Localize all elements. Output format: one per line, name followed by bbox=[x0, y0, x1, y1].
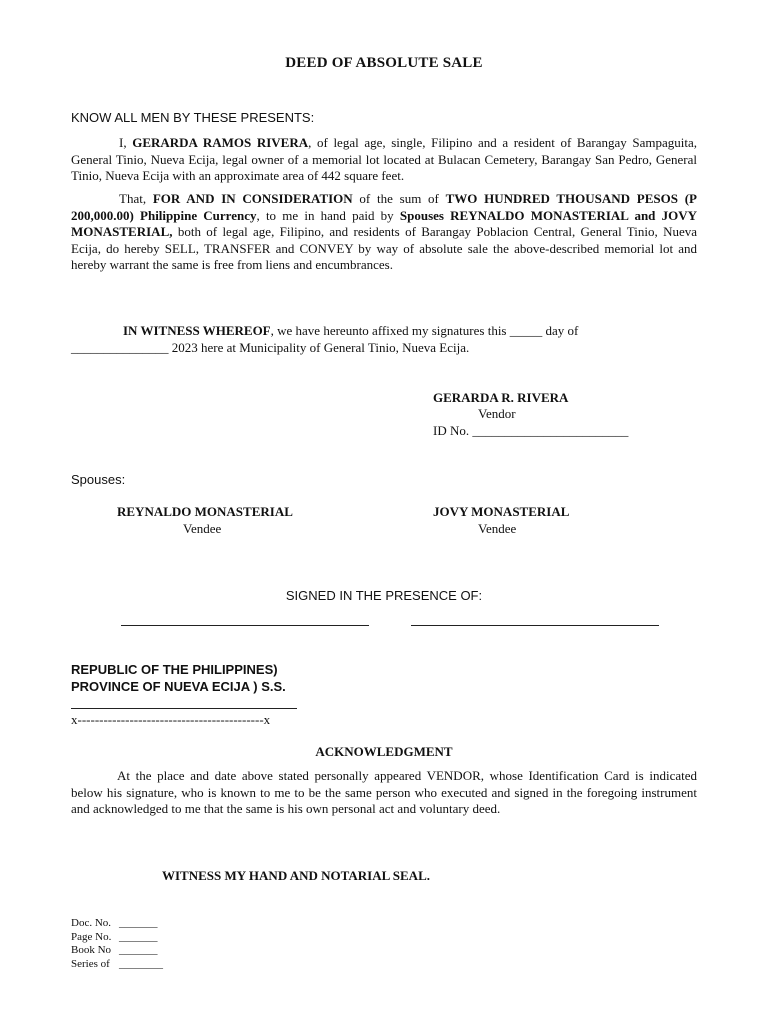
witness1-signature-line bbox=[121, 625, 369, 626]
republic-line: REPUBLIC OF THE PHILIPPINES) bbox=[71, 662, 278, 677]
vendee1-role: Vendee bbox=[183, 521, 222, 536]
presence-heading: SIGNED IN THE PRESENCE OF: bbox=[285, 588, 483, 603]
notarial-seal-line: WITNESS MY HAND AND NOTARIAL SEAL. bbox=[162, 868, 430, 883]
vendee1-name: REYNALDO MONASTERIAL bbox=[117, 504, 293, 519]
intro-line: KNOW ALL MEN BY THESE PRESENTS: bbox=[71, 110, 315, 125]
province-line: PROVINCE OF NUEVA ECIJA ) S.S. bbox=[71, 679, 286, 694]
paragraph-vendor: I, GERARDA RAMOS RIVERA, of legal age, single, Filipino and a resident of Barangay Sampaguita, General Tinio, Nueva Ecija, legal owner of a memorial lot located at Bulacan Cemetery, Barangay San Pedro, General Tinio, Nueva Ecija with an approximate area of 442 square feet. bbox=[71, 135, 697, 184]
series-line: Series of ________ bbox=[71, 957, 163, 970]
venue-rule bbox=[71, 708, 297, 709]
buyers: Spouses REYNALDO MONASTERIAL and JOVY MONASTERIAL, bbox=[71, 207, 697, 240]
doc-no-line: Doc. No. _______ bbox=[71, 917, 158, 929]
book-no-line: Book No _______ bbox=[71, 944, 158, 956]
paragraph-witness: IN WITNESS WHEREOF, we have hereunto affixed my signatures this _____ day of bbox=[123, 323, 579, 338]
document-title: DEED OF ABSOLUTE SALE bbox=[285, 55, 483, 71]
vendor-role: Vendor bbox=[478, 406, 516, 421]
acknowledgment-body: At the place and date above stated personally appeared VENDOR, whose Identification Card is indicated below his signature, who is known to me to be the same person who executed and signed in the foregoing instrument and acknowledged to me that the same is his own personal act and voluntary deed. bbox=[71, 768, 697, 817]
vendee2-name: JOVY MONASTERIAL bbox=[433, 504, 570, 519]
x-dash-line: x-------------------------------------------x bbox=[71, 712, 271, 727]
vendor-name: GERARDA RAMOS RIVERA bbox=[132, 135, 309, 150]
vendee2-role: Vendee bbox=[478, 521, 517, 536]
vendor-id-line: ID No. ________________________ bbox=[433, 423, 629, 438]
paragraph-consideration: That, FOR AND IN CONSIDERATION of the sum of TWO HUNDRED THOUSAND PESOS (P 200,000.00) Philippine Currency, to me in hand paid by Spouses REYNALDO MONASTERIAL and JOVY MONASTERIAL, both of legal age, Filipino, and residents of Barangay Poblacion Central, General Tinio, Nueva Ecija, do hereby SELL, TRANSFER and CONVEY by way of absolute sale the above-described memorial lot and hereby warrant the same is free from liens and encumbrances. bbox=[71, 191, 698, 273]
witness-date-line: _______________ 2023 here at Municipality of General Tinio, Nueva Ecija. bbox=[71, 340, 470, 355]
page-no-line: Page No. _______ bbox=[71, 930, 158, 943]
acknowledgment-title: ACKNOWLEDGMENT bbox=[315, 744, 453, 759]
witness2-signature-line bbox=[411, 625, 659, 626]
spouses-label: Spouses: bbox=[71, 472, 126, 487]
price: TWO HUNDRED THOUSAND PESOS (P 200,000.00) Philippine Currency bbox=[71, 191, 698, 223]
notary-doc-list bbox=[71, 917, 163, 971]
vendor-signature-name: GERARDA R. RIVERA bbox=[433, 390, 569, 405]
